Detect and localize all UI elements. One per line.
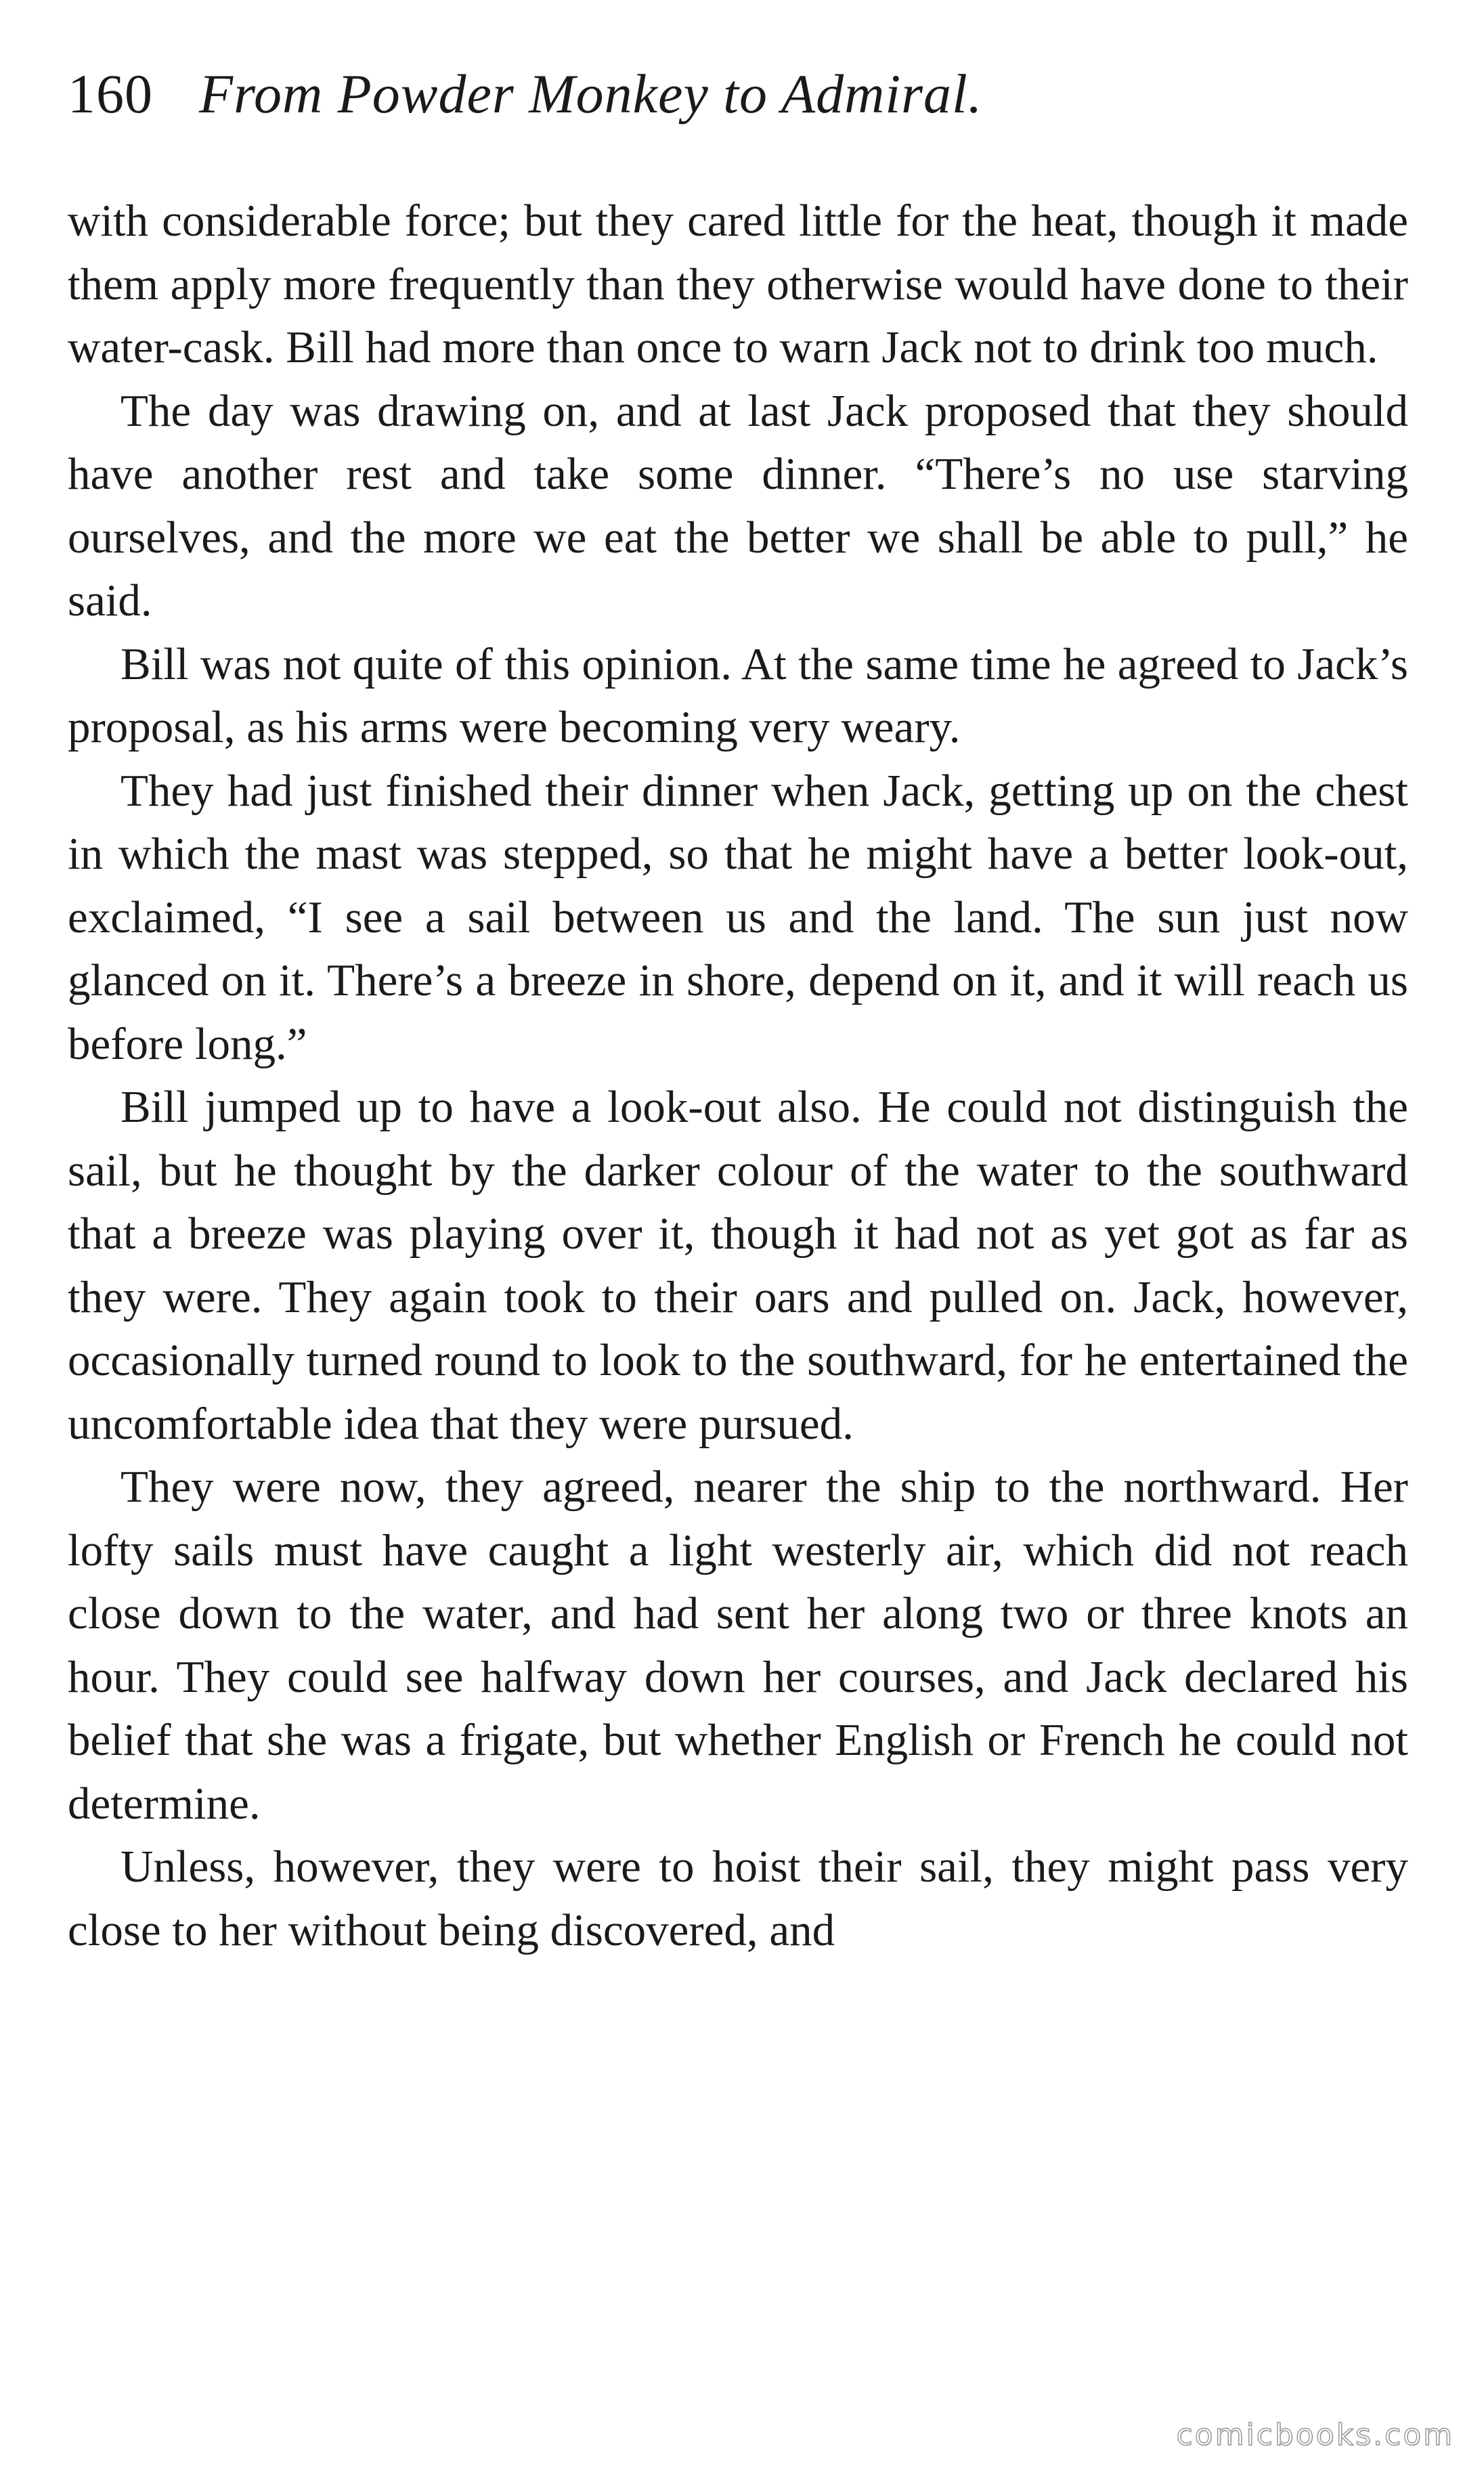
paragraph-5: Bill jumped up to have a look-out also. He could not distinguish the sail, but he thought by the darker colour of the water to the southward that a breeze was playing over it, though it had not as yet got as far as they were. They again took to their oars and pulled on. Jack, however, occasionally turned round to look to the southward, for he entertained the uncomfortable idea that they were pursued. <box>68 1082 1408 1449</box>
paragraph-6: They were now, they agreed, nearer the ship to the northward. Her lofty sails must have caught a light westerly air, which did not reach close down to the water, and had sent her along two or three knots an hour. They could see halfway down her courses, and Jack declared his belief that she was a frigate, but whether English or French he could not determine. <box>68 1462 1408 1829</box>
paragraph-1: with considerable force; but they cared little for the heat, though it made them apply more frequently than they otherwise would have done to their water-cask. Bill had more than once to warn Jack not to drink too much. <box>68 196 1408 372</box>
running-title: From Powder Monkey to Admiral. <box>199 63 983 125</box>
running-head <box>68 62 1395 150</box>
paragraph-4: They had just finished their dinner when Jack, getting up on the chest in which the mast was stepped, so that he might have a better look-out, exclaimed, “I see a sail between us and the land. The sun just now glanced on it. There’s a breeze in shore, depend on it, and it will reach us before long.” <box>68 765 1408 1069</box>
body-text <box>68 190 1408 1962</box>
paragraph-7: Unless, however, they were to hoist their sail, they might pass very close to her without being discovered, and <box>68 1842 1408 1955</box>
paragraph-2: The day was drawing on, and at last Jack proposed that they should have another rest and take some dinner. “There’s no use starving ourselves, and the more we eat the better we shall be able to pull,” he said. <box>68 385 1408 626</box>
watermark-logo: comicbooks.com <box>1176 2418 1454 2452</box>
book-page <box>68 0 1408 2478</box>
paragraph-3: Bill was not quite of this opinion. At the same time he agreed to Jack’s proposal, as his arms were becoming very weary. <box>68 638 1408 752</box>
page-number: 160 <box>68 63 153 125</box>
